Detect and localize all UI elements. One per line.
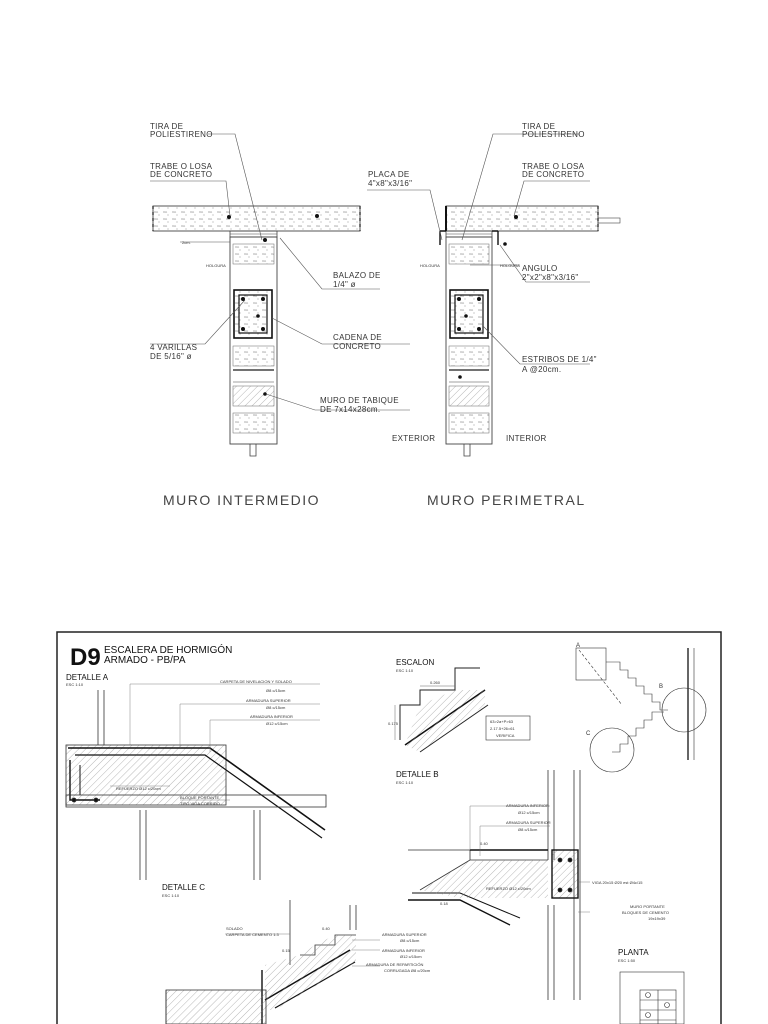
detalle-a-note-0: CARPETA DE NIVELACION Y SOLADO (220, 679, 292, 684)
label-placa-r2: 4"x8"x3/16" (368, 179, 413, 188)
escalon-title: ESCALON (396, 658, 435, 667)
detalle-b-note-4: REFUERZO Ø12 c/20cm (486, 886, 531, 891)
label-placa-r1: PLACA DE (368, 170, 410, 179)
label-interior: INTERIOR (506, 434, 547, 443)
label-angulo-r2: 2"x2"x8"x3/16" (522, 273, 579, 282)
key-label-b: B (659, 684, 664, 690)
key-label-c: C (586, 731, 591, 737)
label-exterior: EXTERIOR (392, 434, 436, 443)
detalle-c-note-5: Ø12 c/15cm (400, 954, 422, 959)
label-trabe-r2: DE CONCRETO (522, 170, 585, 179)
cadena-left (234, 290, 272, 338)
label-tira-l2: POLIESTIRENO (150, 130, 213, 139)
dim-2cm: 2cm. (182, 240, 191, 245)
cadena-right (450, 290, 488, 338)
label-trabe-l1: TRABE O LOSA (150, 162, 213, 171)
detalle-a-note-8: TIPO VIGA CORRIDO (180, 801, 220, 806)
label-varillas-l2: DE 5/16" ø (150, 352, 192, 361)
label-muro-l1: MURO DE TABIQUE (320, 396, 399, 405)
label-cadena-l1: CADENA DE (333, 333, 382, 342)
detalle-b-dim-1: 0.18 (440, 901, 448, 906)
detalle-c-note-6: ARMADURA DE REPARTICIÓN (366, 962, 424, 967)
escalon-check-1: 2.17.5+26=61 (490, 726, 515, 731)
detalle-b-note-2: ARMADURA SUPERIOR (506, 820, 551, 825)
detalle-a-note-6: REFUERZO Ø12 c/20cm (116, 786, 161, 791)
detalle-c-note-1: CARPETA DE CEMENTO 1:3 (226, 932, 279, 937)
label-tira-r1: TIRA DE (522, 122, 556, 131)
detalle-c-note-0: SOLADO (226, 926, 243, 931)
sheet-code: D9 (70, 644, 101, 671)
label-trabe-l2: DE CONCRETO (150, 170, 213, 179)
key-label-a: A (576, 643, 581, 649)
detalle-b-note-5: VIGA 20x15 Ø20 est Ø4c/15 (592, 880, 643, 885)
label-cadena-l2: CONCRETO (333, 342, 382, 351)
slab-right (446, 206, 598, 231)
detalle-b-note-6: MURO PORTANTE (630, 904, 665, 909)
detalle-c-note-2: ARMADURA SUPERIOR (382, 932, 427, 937)
detalle-b-note-1: Ø12 c/15cm (518, 810, 540, 815)
label-trabe-r1: TRABE O LOSA (522, 162, 585, 171)
escalon-contrahuella: 0.175 (388, 721, 399, 726)
detalle-c-scale: ESC 1:10 (162, 893, 180, 898)
planta-title: PLANTA (618, 948, 649, 957)
holgura-right-b: HOLGURA (500, 263, 520, 268)
detalle-b-note-3: Ø8 c/15cm (518, 827, 538, 832)
detalle-c-dim-1: 0.15 (282, 948, 290, 953)
planta-scale: ESC 1:50 (618, 958, 636, 963)
holgura-right-a: HOLGURA (420, 263, 440, 268)
label-estribos-r1: ESTRIBOS DE 1/4" (522, 355, 597, 364)
escalon-huella: 0.260 (430, 680, 441, 685)
detalle-c-note-4: ARMADURA INFERIOR (382, 948, 425, 953)
detalle-b-note-7: BLOQUES DE CEMENTO (622, 910, 670, 915)
caption-muro-intermedio: MURO INTERMEDIO (163, 492, 321, 508)
detalle-a-note-4: ARMADURA INFERIOR (250, 714, 293, 719)
sheet-d9 (57, 632, 721, 1024)
detalle-a-title: DETALLE A (66, 673, 109, 682)
detalle-a-note-5: Ø12 c/15cm (266, 721, 288, 726)
escalon-check-0: 63>2a+P>63 (490, 719, 514, 724)
detalle-c-note-3: Ø8 c/15cm (400, 938, 420, 943)
caption-muro-perimetral: MURO PERIMETRAL (427, 492, 586, 508)
label-tira-l1: TIRA DE (150, 122, 184, 131)
detalle-a-note-7: BLOQUE PORTANTE (180, 795, 220, 800)
detalle-c-note-7: CORRUGADA Ø8 c/20cm (384, 968, 431, 973)
label-balazo-l1: BALAZO DE (333, 271, 381, 280)
left-labels (150, 122, 399, 414)
label-estribos-r2: A @20cm. (522, 365, 562, 374)
label-varillas-l1: 4 VARILLAS (150, 343, 198, 352)
detalle-a-note-3: Ø8 c/15cm (266, 705, 286, 710)
label-angulo-r1: ANGULO (522, 264, 558, 273)
detalle-c-title: DETALLE C (162, 883, 205, 892)
label-tira-r2: POLIESTIRENO (522, 130, 585, 139)
label-muro-l2: DE 7x14x28cm. (320, 405, 381, 414)
detalle-a-note-2: ARMADURA SUPERIOR (246, 698, 291, 703)
label-balazo-l2: 1/4" ø (333, 280, 356, 289)
holgura-left: HOLGURA (206, 263, 226, 268)
detalle-c-dim-0: 0.40 (322, 926, 330, 931)
detalle-b-note-8: 19x19x39 (648, 916, 666, 921)
detalle-b-dim-0: 0.40 (480, 841, 488, 846)
detalle-a-note-1: Ø8 c/15cm (266, 688, 286, 693)
detalle-b-note-0: ARMADURA INFERIOR (506, 803, 549, 808)
sheet-title-l1: ESCALERA DE HORMIGÓN (104, 645, 233, 656)
detalle-a-scale: ESC 1:10 (66, 682, 84, 687)
sheet-title-l2: ARMADO - PB/PA (104, 655, 186, 666)
escalon-scale: ESC 1:10 (396, 668, 414, 673)
detalle-b-title: DETALLE B (396, 770, 439, 779)
detalle-b-scale: ESC 1:10 (396, 780, 414, 785)
escalon-check-2: VERIFICA (496, 733, 515, 738)
